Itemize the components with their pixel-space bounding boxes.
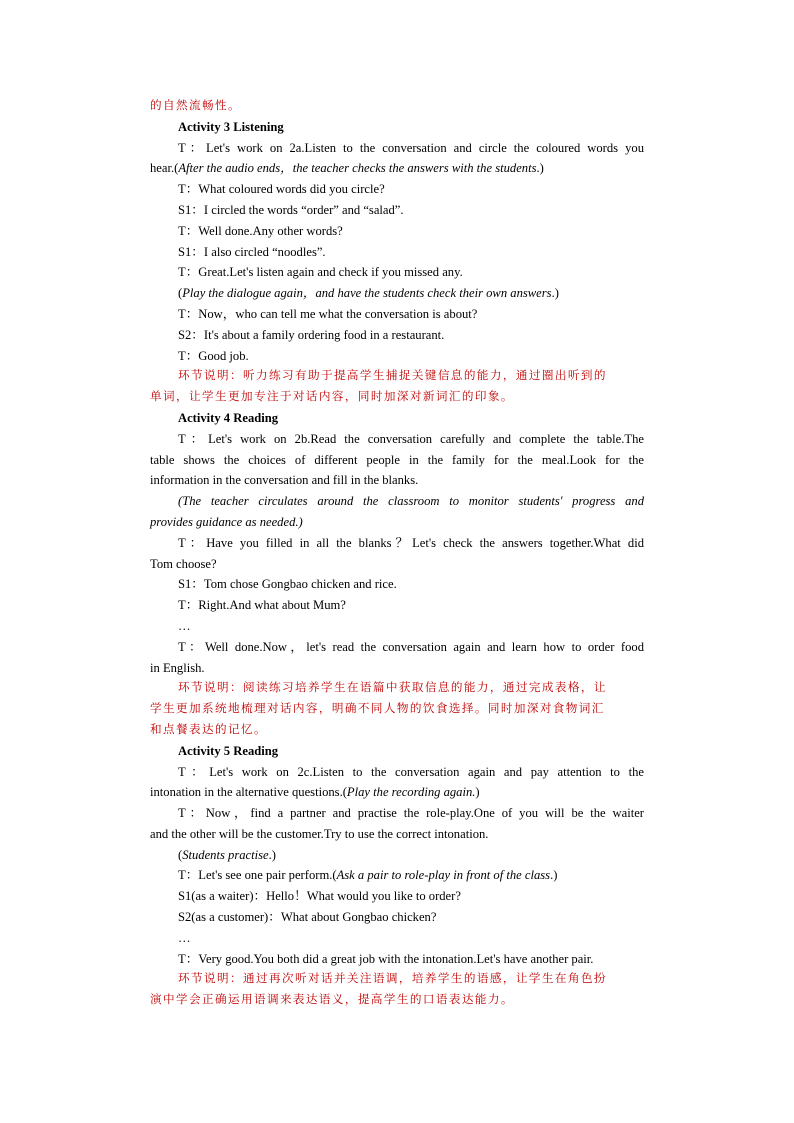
section-note: 环节说明：听力练习有助于提高学生捕捉关键信息的能力，通过圈出听到的	[178, 369, 607, 383]
text-line: T：Great.Let's listen again and check if you missed any.	[178, 265, 463, 280]
text-line: intonation in the alternative questions.(Play the recording again.)	[150, 785, 480, 800]
text-line: S1：I also circled “noodles”.	[178, 244, 326, 259]
text-line: T：Let's work on 2b.Read the conversation carefully and complete the table.The	[178, 431, 644, 446]
ellipsis: …	[178, 618, 191, 633]
text-line: T：Let's work on 2a.Listen to the conversation and circle the coloured words you	[178, 140, 644, 155]
section-note: 环节说明：通过再次听对话并关注语调，培养学生的语感，让学生在角色扮	[178, 972, 607, 986]
activity-3-heading: Activity 3 Listening	[178, 119, 284, 134]
text-line: table shows the choices of different people in the family for the meal.Look for the	[150, 452, 644, 467]
text-line: T：Good job.	[178, 348, 249, 363]
text-line: (Play the dialogue again，and have the students check their own answers.)	[178, 286, 559, 301]
text-line: T：Well done.Any other words?	[178, 223, 343, 238]
text-line: S1：Tom chose Gongbao chicken and rice.	[178, 577, 397, 592]
text-line: 的自然流畅性。	[150, 99, 241, 112]
text-line: S1(as a waiter)：Hello！What would you like to order?	[178, 889, 461, 904]
text-line: T：Have you filled in all the blanks？Let's check the answers together.What did	[178, 535, 644, 550]
text-line: T：What coloured words did you circle?	[178, 182, 385, 197]
text-line: T：Now，who can tell me what the conversation is about?	[178, 306, 478, 321]
text-line: (The teacher circulates around the classroom to monitor students' progress and	[178, 494, 644, 509]
text-line: (Students practise.)	[178, 847, 276, 862]
text-line: S2(as a customer)：What about Gongbao chicken?	[178, 910, 437, 925]
section-note: 和点餐表达的记忆。	[150, 722, 267, 736]
section-note: 学生更加系统地梳理对话内容，明确不同人物的饮食选择。同时加深对食物词汇	[150, 702, 605, 716]
section-note: 环节说明：阅读练习培养学生在语篇中获取信息的能力，通过完成表格，让	[178, 681, 607, 695]
text-line: T：Very good.You both did a great job with the intonation.Let's have another pair.	[178, 951, 594, 966]
text-line: provides guidance as needed.)	[150, 514, 303, 529]
section-note: 单词，让学生更加专注于对话内容，同时加深对新词汇的印象。	[150, 390, 514, 404]
activity-5-heading: Activity 5 Reading	[178, 743, 279, 758]
text-line: T：Let's work on 2c.Listen to the conversation again and pay attention to the	[178, 764, 644, 779]
text-line: S2：It's about a family ordering food in a restaurant.	[178, 327, 445, 342]
text-line: Tom choose?	[150, 556, 217, 571]
ellipsis: …	[178, 930, 191, 945]
text-line: hear.(After the audio ends，the teacher checks the answers with the students.)	[150, 161, 544, 176]
text-line: T：Right.And what about Mum?	[178, 598, 346, 613]
activity-4-heading: Activity 4 Reading	[178, 410, 279, 425]
text-line: in English.	[150, 660, 205, 675]
text-line: T：Let's see one pair perform.(Ask a pair to role-play in front of the class.)	[178, 868, 558, 883]
text-line: information in the conversation and fill in the blanks.	[150, 473, 419, 488]
text-line: T：Now，find a partner and practise the role-play.One of you will be the waiter	[178, 806, 644, 821]
section-note: 演中学会正确运用语调来表达语义，提高学生的口语表达能力。	[150, 993, 514, 1007]
text-line: S1：I circled the words “order” and “salad”.	[178, 202, 404, 217]
text-line: and the other will be the customer.Try to use the correct intonation.	[150, 826, 489, 841]
document-body	[150, 96, 644, 1011]
text-line: T：Well done.Now，let's read the conversation again and learn how to order food	[178, 639, 644, 654]
